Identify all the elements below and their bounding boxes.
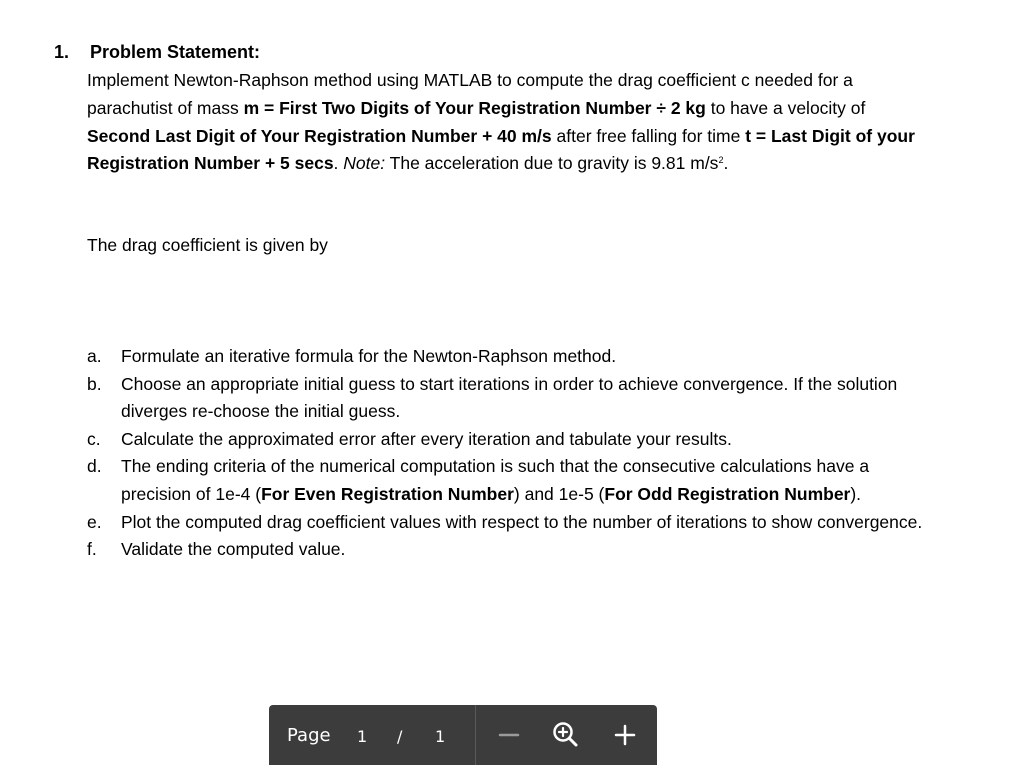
statement-text-6: .	[723, 153, 729, 174]
statement-text-5: The acceleration due to gravity is 9.81 m/s	[385, 153, 719, 174]
task-text: The ending criteria of the numerical computation is such that the consecutive calculations have a precision of 1e-4 (	[121, 456, 870, 504]
statement-text-2: to have a velocity of	[705, 97, 866, 118]
task-marker: a.	[87, 346, 102, 366]
task-item	[87, 509, 927, 537]
total-pages: 1	[435, 727, 446, 746]
statement-text-1: Implement Newton-Raphson method using MATLAB to compute the drag coefficient c needed for a parachutist of mass	[87, 70, 853, 118]
toolbar-divider	[475, 705, 476, 765]
note-label: Note:	[343, 153, 386, 174]
page-separator: /	[397, 727, 403, 746]
task-text: Validate the computed value.	[121, 539, 346, 560]
task-marker: d.	[87, 456, 102, 477]
task-item	[87, 343, 927, 371]
task-marker: e.	[87, 511, 102, 532]
velocity-formula: Second Last Digit of Your Registration Number + 40 m/s	[87, 125, 552, 146]
mass-formula: m = First Two Digits of Your Registration Number ÷ 2 kg	[243, 97, 706, 118]
statement-text-3: after free falling for time	[551, 125, 746, 146]
even-registration-label: For Even Registration Number	[261, 483, 514, 504]
task-item	[87, 371, 927, 426]
problem-number: 1.	[54, 42, 70, 62]
zoom-out-button[interactable]	[493, 719, 525, 751]
task-text: ).	[850, 483, 862, 504]
minus-icon	[493, 719, 525, 751]
problem-title: Problem Statement:	[90, 42, 261, 62]
time-formula: t = Last Digit of your Registration Number + 5 secs	[87, 125, 915, 174]
task-text: Plot the computed drag coefficient values with respect to the number of iterations to show convergence.	[121, 511, 923, 532]
task-item	[87, 453, 927, 508]
task-text: ) and 1e-5 (	[513, 483, 605, 504]
drag-coefficient-intro: The drag coefficient is given by	[87, 235, 328, 255]
statement-text-4: .	[333, 153, 344, 174]
units-superscript: 2	[718, 155, 724, 166]
magnifier-plus-icon	[549, 719, 581, 751]
task-marker: c.	[87, 428, 101, 449]
task-item	[87, 536, 927, 564]
task-list	[87, 343, 927, 564]
task-marker: f.	[87, 539, 97, 560]
plus-icon	[609, 719, 641, 751]
page-toolbar	[269, 705, 657, 765]
task-text: Formulate an iterative formula for the Newton-Raphson method.	[121, 346, 617, 366]
zoom-in-button[interactable]	[609, 719, 641, 751]
zoom-button[interactable]	[549, 719, 581, 751]
task-marker: b.	[87, 373, 102, 394]
task-text: Calculate the approximated error after every iteration and tabulate your results.	[121, 428, 732, 449]
page-label: Page	[287, 725, 331, 746]
current-page-number[interactable]: 1	[357, 727, 368, 746]
problem-statement	[87, 67, 917, 178]
problem-heading	[54, 40, 260, 64]
task-text: Choose an appropriate initial guess to start iterations in order to achieve convergence. If the solution diverges re-choose the initial guess.	[121, 373, 898, 422]
task-item	[87, 426, 927, 454]
odd-registration-label: For Odd Registration Number	[604, 483, 851, 504]
